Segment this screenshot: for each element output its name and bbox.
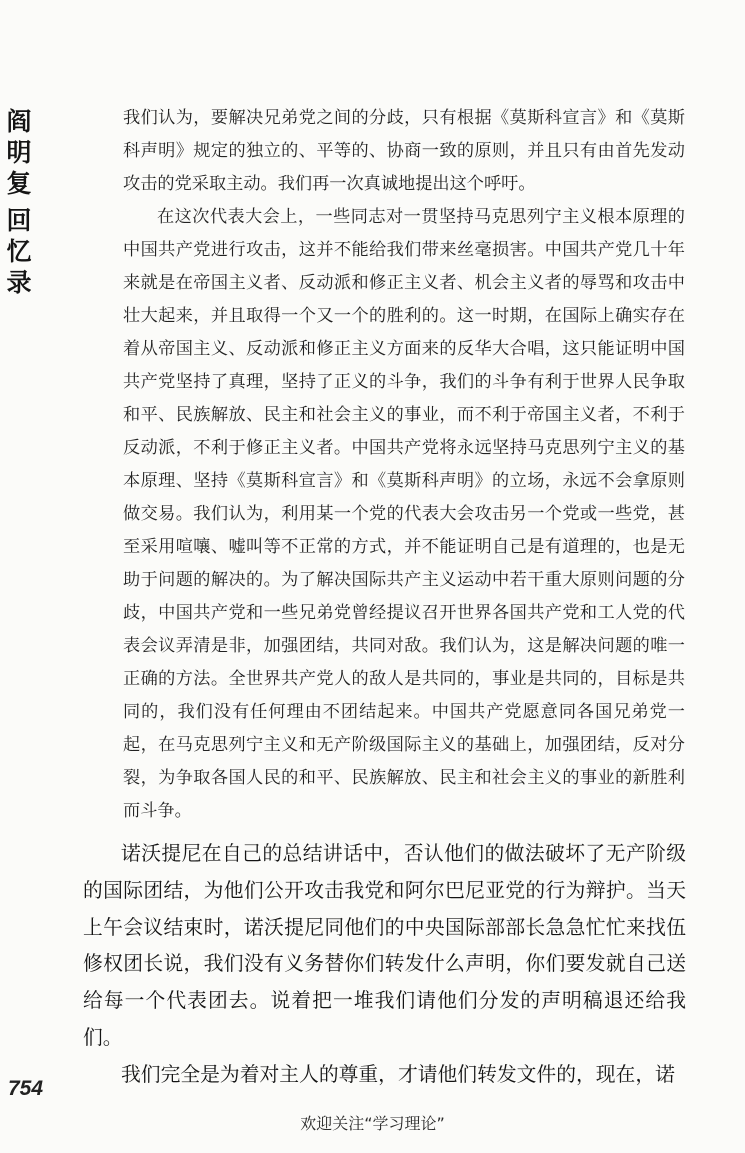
book-title-char: 录 [6,268,32,297]
footer-watermark-text: 欢迎关注“学习理论” [300,1114,445,1133]
book-title-char: 明 [6,138,32,167]
body-paragraph: 我们完全是为着对主人的尊重，才请他们转发文件的，现在，诺 [121,1062,675,1086]
quote-paragraph: 我们认为，要解决兄弟党之间的分歧，只有根据《莫斯科宣言》和《莫斯科声明》规定的独立的、平等的、协商一致的原则，并且只有由首先发动攻击的党采取主动。我们再一次真诚地提出这个呼吁。 [123,108,685,194]
book-title-vertical [4,106,34,298]
book-title-char: 复 [6,169,32,198]
book-title-char: 阎 [6,107,32,136]
quote-paragraph: 在这次代表大会上，一些同志对一贯坚持马克思列宁主义根本原理的中国共产党进行攻击，这并不能给我们带来丝毫损害。中国共产党几十年来就是在帝国主义者、反动派和修正主义者、机会主义者的辱骂和攻击中壮大起来，并且取得一个又一个的胜利的。这一时期，在国际上确实存在着从帝国主义、反动派和修正主义方面来的反华大合唱，这只能证明中国共产党坚持了真理，坚持了正义的斗争，我们的斗争有利于世界人民争取和平、民族解放、民主和社会主义的事业，而不利于帝国主义者，不利于反动派，不利于修正主义者。中国共产党将永远坚持马克思列宁主义的基本原理、坚持《莫斯科宣言》和《莫斯科声明》的立场，永远不会拿原则做交易。我们认为，利用某一个党的代表大会攻击另一个党或一些党，甚至采用喧嚷、嘘叫等不正常的方式，并不能证明自己是有道理的，也是无助于问题的解决的。为了解决国际共产主义运动中若干重大原则问题的分歧，中国共产党和一些兄弟党曾经提议召开世界各国共产党和工人党的代表会议弄清是非，加强团结，共同对敌。我们认为，这是解决问题的唯一正确的方法。全世界共产党人的敌人是共同的，事业是共同的，目标是共同的，我们没有任何理由不团结起来。中国共产党愿意同各国兄弟党一起，在马克思列宁主义和无产阶级国际主义的基础上，加强团结，反对分裂，为争取各国人民的和平、民族解放、民主和社会主义的事业的新胜利而斗争。 [123,207,685,821]
main-text [83,836,686,1094]
page-number: 754 [8,1077,44,1100]
body-paragraph: 诺沃提尼在自己的总结讲话中，否认他们的做法破坏了无产阶级的国际团结，为他们公开攻击我党和阿尔巴尼亚党的行为辩护。当天上午会议结束时，诺沃提尼同他们的中央国际部部长急急忙忙来找伍修权团长说，我们没有义务替你们转发什么声明，你们要发就自己送给每一个代表团去。说着把一堆我们请他们分发的声明稿退还给我们。 [83,842,686,1049]
book-title-char: 忆 [6,237,32,266]
quoted-statement [123,102,685,828]
book-title-char: 回 [6,206,32,235]
